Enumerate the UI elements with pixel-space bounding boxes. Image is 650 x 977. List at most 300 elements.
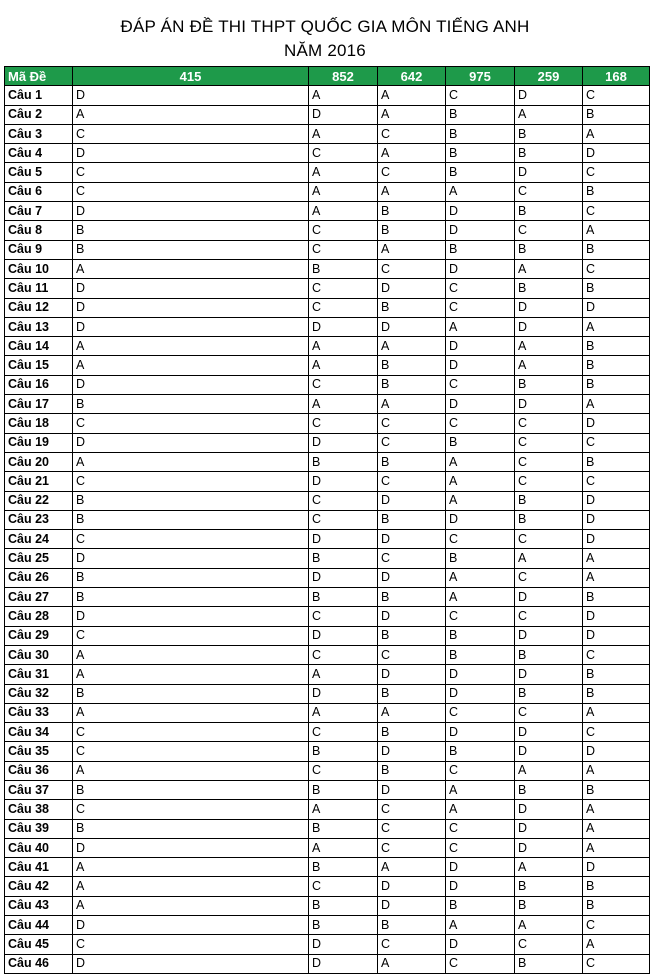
question-label: Câu 21 [5, 472, 73, 491]
table-row [5, 761, 650, 780]
answer-cell: A [73, 858, 309, 877]
answer-cell: D [583, 144, 650, 163]
table-row [5, 375, 650, 394]
answer-cell: C [309, 645, 378, 664]
answer-cell: A [446, 182, 515, 201]
answer-cell: B [515, 202, 583, 221]
answer-cell: C [378, 163, 446, 182]
table-row [5, 105, 650, 124]
question-label: Câu 18 [5, 414, 73, 433]
answer-cell: A [309, 800, 378, 819]
answer-cell: A [309, 163, 378, 182]
answer-cell: D [446, 723, 515, 742]
answer-cell: A [583, 317, 650, 336]
answer-cell: C [515, 568, 583, 587]
question-label: Câu 13 [5, 317, 73, 336]
table-row [5, 530, 650, 549]
answer-cell: B [515, 645, 583, 664]
answer-cell: A [378, 337, 446, 356]
answer-cell: D [378, 568, 446, 587]
answer-cell: D [309, 105, 378, 124]
answer-cell: D [378, 780, 446, 799]
answer-cell: D [446, 337, 515, 356]
answer-cell: A [378, 182, 446, 201]
answer-cell: D [446, 202, 515, 221]
answer-cell: C [309, 279, 378, 298]
answer-cell: D [515, 800, 583, 819]
answer-cell: D [73, 298, 309, 317]
answer-cell: A [73, 105, 309, 124]
answer-cell: A [73, 703, 309, 722]
answer-cell: A [446, 317, 515, 336]
answer-cell: C [446, 298, 515, 317]
answer-cell: C [73, 530, 309, 549]
answer-cell: A [446, 916, 515, 935]
answer-cell: D [73, 607, 309, 626]
answer-cell: B [378, 221, 446, 240]
table-row [5, 742, 650, 761]
answer-cell: B [515, 491, 583, 510]
answer-cell: C [583, 433, 650, 452]
header-cell-exam-code: 975 [446, 67, 515, 86]
answer-cell: D [378, 317, 446, 336]
answer-cell: B [378, 202, 446, 221]
answer-cell: D [446, 395, 515, 414]
answer-cell: B [583, 452, 650, 471]
answer-cell: D [309, 684, 378, 703]
answer-cell: B [309, 588, 378, 607]
question-label: Câu 32 [5, 684, 73, 703]
answer-cell: A [446, 588, 515, 607]
answer-cell: D [309, 626, 378, 645]
title-line-1: ĐÁP ÁN ĐỀ THI THPT QUỐC GIA MÔN TIẾNG ANH [120, 17, 530, 36]
question-label: Câu 27 [5, 588, 73, 607]
answer-cell: C [73, 935, 309, 954]
answer-cell: B [73, 780, 309, 799]
answer-cell: D [309, 472, 378, 491]
answer-cell: B [515, 877, 583, 896]
answer-cell: C [378, 645, 446, 664]
answer-cell: C [446, 607, 515, 626]
answer-cell: C [73, 124, 309, 143]
table-row [5, 549, 650, 568]
table-row [5, 780, 650, 799]
answer-cell: C [378, 259, 446, 278]
table-row [5, 433, 650, 452]
answer-cell: D [583, 742, 650, 761]
answer-cell: D [515, 317, 583, 336]
question-label: Câu 22 [5, 491, 73, 510]
answer-cell: C [446, 375, 515, 394]
answer-cell: D [73, 916, 309, 935]
answer-cell: D [446, 510, 515, 529]
answer-cell: B [378, 298, 446, 317]
table-row [5, 819, 650, 838]
table-row [5, 858, 650, 877]
answer-cell: B [378, 723, 446, 742]
answer-cell: B [309, 896, 378, 915]
answer-cell: C [515, 935, 583, 954]
answer-cell: C [583, 259, 650, 278]
answer-cell: B [309, 452, 378, 471]
answer-cell: D [515, 819, 583, 838]
table-row [5, 645, 650, 664]
question-label: Câu 6 [5, 182, 73, 201]
answer-cell: A [515, 858, 583, 877]
question-label: Câu 33 [5, 703, 73, 722]
answer-cell: B [446, 124, 515, 143]
answer-cell: C [515, 607, 583, 626]
table-row [5, 665, 650, 684]
question-label: Câu 19 [5, 433, 73, 452]
table-row [5, 356, 650, 375]
answer-cell: B [583, 588, 650, 607]
answer-cell: D [446, 684, 515, 703]
question-label: Câu 15 [5, 356, 73, 375]
answer-cell: B [446, 433, 515, 452]
answer-cell: B [309, 780, 378, 799]
question-label: Câu 3 [5, 124, 73, 143]
answer-cell: C [583, 202, 650, 221]
answer-cell: B [73, 588, 309, 607]
question-label: Câu 9 [5, 240, 73, 259]
answer-cell: D [378, 279, 446, 298]
answer-cell: A [583, 395, 650, 414]
answer-cell: B [515, 780, 583, 799]
answer-cell: B [515, 240, 583, 259]
table-row [5, 491, 650, 510]
answer-cell: B [446, 549, 515, 568]
table-row [5, 86, 650, 105]
answer-cell: C [515, 221, 583, 240]
answer-cell: D [378, 530, 446, 549]
answer-cell: C [378, 472, 446, 491]
answer-cell: B [515, 144, 583, 163]
answer-cell: D [73, 86, 309, 105]
answer-cell: C [378, 124, 446, 143]
answer-cell: A [583, 800, 650, 819]
answer-cell: A [583, 838, 650, 857]
answer-cell: A [515, 356, 583, 375]
table-row [5, 510, 650, 529]
answer-cell: C [583, 163, 650, 182]
answer-cell: D [446, 665, 515, 684]
table-row [5, 124, 650, 143]
answer-cell: B [583, 337, 650, 356]
answer-cell: C [73, 472, 309, 491]
answer-cell: C [515, 452, 583, 471]
answer-cell: B [378, 588, 446, 607]
header-cell-exam-code: 642 [378, 67, 446, 86]
answer-cell: C [583, 472, 650, 491]
answer-cell: B [446, 163, 515, 182]
answer-cell: B [583, 240, 650, 259]
answer-cell: A [378, 395, 446, 414]
answer-cell: D [378, 877, 446, 896]
answer-cell: A [309, 838, 378, 857]
answer-cell: D [515, 298, 583, 317]
answer-cell: C [309, 375, 378, 394]
answer-cell: C [446, 838, 515, 857]
answer-cell: D [446, 356, 515, 375]
answer-cell: C [309, 510, 378, 529]
table-row [5, 877, 650, 896]
answer-cell: A [73, 259, 309, 278]
question-label: Câu 26 [5, 568, 73, 587]
answer-cell: B [446, 896, 515, 915]
answer-cell: C [309, 877, 378, 896]
answer-cell: B [378, 452, 446, 471]
answer-cell: D [73, 279, 309, 298]
answer-cell: A [378, 954, 446, 973]
answer-cell: C [309, 607, 378, 626]
answer-table [4, 66, 650, 974]
answer-cell: A [583, 568, 650, 587]
answer-cell: B [378, 375, 446, 394]
table-row [5, 414, 650, 433]
answer-cell: D [583, 530, 650, 549]
answer-cell: A [73, 337, 309, 356]
answer-cell: B [73, 491, 309, 510]
question-label: Câu 36 [5, 761, 73, 780]
answer-cell: B [583, 182, 650, 201]
answer-cell: D [73, 202, 309, 221]
answer-cell: C [73, 163, 309, 182]
table-row [5, 163, 650, 182]
header-cell-exam-code: 415 [73, 67, 309, 86]
table-row [5, 240, 650, 259]
answer-cell: C [378, 838, 446, 857]
answer-cell: B [446, 626, 515, 645]
answer-cell: D [378, 665, 446, 684]
question-label: Câu 5 [5, 163, 73, 182]
answer-cell: C [515, 414, 583, 433]
table-row [5, 298, 650, 317]
answer-cell: D [515, 588, 583, 607]
answer-cell: B [515, 124, 583, 143]
answer-cell: A [515, 105, 583, 124]
question-label: Câu 14 [5, 337, 73, 356]
table-row [5, 202, 650, 221]
table-row [5, 723, 650, 742]
question-label: Câu 7 [5, 202, 73, 221]
answer-cell: C [446, 954, 515, 973]
answer-cell: C [309, 240, 378, 259]
answer-cell: B [309, 549, 378, 568]
answer-cell: B [378, 761, 446, 780]
answer-cell: D [309, 954, 378, 973]
answer-cell: B [378, 626, 446, 645]
answer-cell: D [515, 163, 583, 182]
question-label: Câu 1 [5, 86, 73, 105]
answer-cell: C [378, 935, 446, 954]
answer-cell: A [378, 703, 446, 722]
answer-cell: D [73, 433, 309, 452]
answer-cell: D [378, 896, 446, 915]
question-label: Câu 10 [5, 259, 73, 278]
answer-cell: C [309, 221, 378, 240]
answer-cell: A [309, 703, 378, 722]
answer-cell: D [73, 549, 309, 568]
question-label: Câu 31 [5, 665, 73, 684]
answer-cell: D [309, 568, 378, 587]
answer-cell: B [515, 954, 583, 973]
answer-cell: C [515, 182, 583, 201]
answer-cell: D [378, 607, 446, 626]
answer-cell: D [515, 742, 583, 761]
table-row [5, 472, 650, 491]
answer-cell: C [378, 549, 446, 568]
answer-cell: A [446, 568, 515, 587]
question-label: Câu 35 [5, 742, 73, 761]
answer-cell: B [73, 684, 309, 703]
answer-cell: B [583, 780, 650, 799]
answer-cell: B [515, 279, 583, 298]
answer-cell: D [583, 607, 650, 626]
answer-cell: B [378, 510, 446, 529]
answer-cell: C [583, 954, 650, 973]
answer-cell: C [515, 433, 583, 452]
answer-cell: B [446, 144, 515, 163]
answer-cell: A [515, 916, 583, 935]
answer-cell: A [583, 935, 650, 954]
answer-cell: D [309, 935, 378, 954]
question-label: Câu 16 [5, 375, 73, 394]
question-label: Câu 11 [5, 279, 73, 298]
answer-cell: A [378, 86, 446, 105]
answer-cell: D [309, 530, 378, 549]
answer-cell: A [446, 780, 515, 799]
question-label: Câu 25 [5, 549, 73, 568]
answer-cell: C [446, 86, 515, 105]
question-label: Câu 23 [5, 510, 73, 529]
answer-cell: A [73, 896, 309, 915]
answer-cell: A [309, 202, 378, 221]
answer-cell: A [73, 452, 309, 471]
table-row [5, 916, 650, 935]
answer-cell: A [309, 182, 378, 201]
answer-cell: C [378, 800, 446, 819]
answer-cell: D [583, 414, 650, 433]
answer-cell: A [515, 761, 583, 780]
answer-cell: C [309, 491, 378, 510]
answer-cell: B [446, 645, 515, 664]
answer-cell: D [73, 375, 309, 394]
header-cell-exam-code: 168 [583, 67, 650, 86]
answer-cell: A [309, 665, 378, 684]
answer-cell: D [446, 877, 515, 896]
answer-cell: D [583, 298, 650, 317]
question-label: Câu 12 [5, 298, 73, 317]
answer-cell: A [446, 452, 515, 471]
answer-cell: D [378, 491, 446, 510]
answer-cell: C [515, 703, 583, 722]
answer-cell: B [515, 375, 583, 394]
answer-cell: A [73, 877, 309, 896]
table-row [5, 800, 650, 819]
answer-cell: D [446, 259, 515, 278]
answer-cell: A [309, 395, 378, 414]
table-row [5, 221, 650, 240]
answer-cell: A [446, 800, 515, 819]
answer-cell: A [446, 491, 515, 510]
answer-cell: D [73, 838, 309, 857]
answer-cell: A [73, 645, 309, 664]
answer-cell: C [446, 703, 515, 722]
answer-cell: B [73, 510, 309, 529]
question-label: Câu 38 [5, 800, 73, 819]
answer-cell: D [378, 742, 446, 761]
table-row [5, 182, 650, 201]
answer-cell: A [378, 858, 446, 877]
answer-cell: B [378, 684, 446, 703]
question-label: Câu 39 [5, 819, 73, 838]
answer-cell: B [515, 684, 583, 703]
answer-cell: C [583, 645, 650, 664]
answer-cell: A [309, 124, 378, 143]
document-title [0, 0, 650, 66]
answer-cell: C [73, 626, 309, 645]
answer-cell: A [73, 665, 309, 684]
answer-cell: B [515, 896, 583, 915]
answer-cell: B [378, 356, 446, 375]
answer-cell: C [309, 144, 378, 163]
answer-cell: D [73, 317, 309, 336]
answer-cell: A [583, 761, 650, 780]
answer-cell: D [515, 665, 583, 684]
header-cell-exam-code: 852 [309, 67, 378, 86]
question-label: Câu 41 [5, 858, 73, 877]
question-label: Câu 43 [5, 896, 73, 915]
answer-cell: B [583, 896, 650, 915]
answer-cell: D [73, 954, 309, 973]
table-row [5, 954, 650, 973]
answer-cell: A [583, 703, 650, 722]
answer-cell: C [583, 723, 650, 742]
answer-cell: D [73, 144, 309, 163]
answer-cell: D [446, 221, 515, 240]
question-label: Câu 8 [5, 221, 73, 240]
answer-cell: A [583, 124, 650, 143]
question-label: Câu 28 [5, 607, 73, 626]
table-row [5, 703, 650, 722]
answer-cell: A [515, 259, 583, 278]
answer-cell: D [309, 317, 378, 336]
answer-cell: D [583, 858, 650, 877]
answer-cell: A [309, 337, 378, 356]
answer-table-header [5, 67, 650, 86]
question-label: Câu 17 [5, 395, 73, 414]
answer-cell: B [446, 742, 515, 761]
answer-cell: C [73, 742, 309, 761]
answer-cell: B [515, 510, 583, 529]
table-row [5, 144, 650, 163]
answer-cell: C [446, 279, 515, 298]
answer-cell: C [309, 761, 378, 780]
table-row [5, 896, 650, 915]
question-label: Câu 46 [5, 954, 73, 973]
table-row [5, 626, 650, 645]
answer-cell: D [515, 86, 583, 105]
table-row [5, 607, 650, 626]
answer-cell: A [583, 819, 650, 838]
answer-cell: D [515, 626, 583, 645]
answer-table-body [5, 86, 650, 974]
header-row [5, 67, 650, 86]
answer-cell: A [73, 761, 309, 780]
question-label: Câu 42 [5, 877, 73, 896]
answer-cell: C [309, 298, 378, 317]
